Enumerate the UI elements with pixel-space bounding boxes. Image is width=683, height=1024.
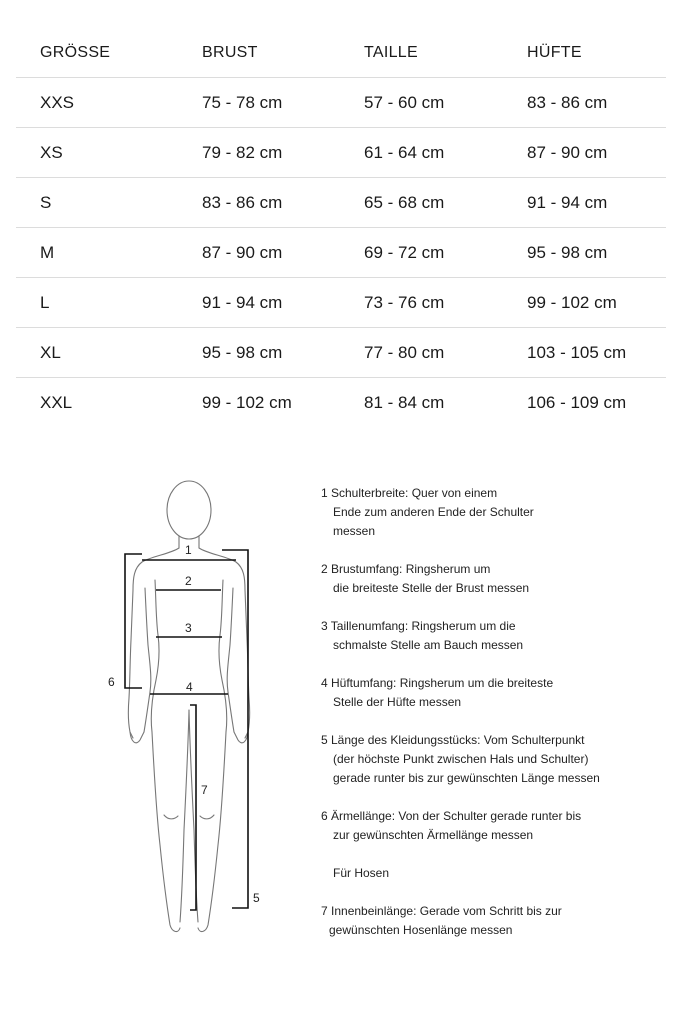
measurement-instructions	[321, 484, 661, 959]
instruction-line: Stelle der Hüfte messen	[333, 695, 462, 709]
instruction-sleeve	[321, 807, 661, 845]
table-row	[16, 78, 666, 128]
size-cell: M	[40, 242, 55, 262]
instruction-line: 7 Innenbeinlänge: Gerade vom Schritt bis zur	[321, 904, 562, 918]
label-7: 7	[201, 783, 208, 797]
chest-cell: 79 - 82 cm	[202, 142, 283, 162]
size-cell: S	[40, 192, 52, 212]
instruction-line: 5 Länge des Kleidungsstücks: Vom Schulterpunkt	[321, 733, 585, 747]
instruction-trousers-heading	[321, 864, 661, 883]
instruction-line: Ende zum anderen Ende der Schulter	[333, 505, 534, 519]
size-cell: L	[40, 292, 50, 312]
chest-cell: 91 - 94 cm	[202, 292, 283, 312]
hip-cell: 95 - 98 cm	[527, 242, 608, 262]
body-measurement-figure	[100, 470, 270, 945]
instruction-line: 2 Brustumfang: Ringsherum um	[321, 562, 491, 576]
waist-cell: 81 - 84 cm	[364, 392, 445, 412]
instruction-inseam	[321, 902, 661, 940]
size-cell: XS	[40, 142, 63, 162]
table-row	[16, 328, 666, 378]
chest-cell: 95 - 98 cm	[202, 342, 283, 362]
header-size: GRÖSSE	[40, 43, 111, 61]
table-row	[16, 178, 666, 228]
waist-cell: 69 - 72 cm	[364, 242, 445, 262]
instruction-line: (der höchste Punkt zwischen Hals und Schulter)	[333, 752, 589, 766]
hip-cell: 99 - 102 cm	[527, 292, 617, 312]
instruction-line: die breiteste Stelle der Brust messen	[333, 581, 530, 595]
chest-cell: 83 - 86 cm	[202, 192, 283, 212]
instruction-shoulder	[321, 484, 661, 541]
label-4: 4	[186, 680, 193, 694]
header-hip: HÜFTE	[527, 43, 582, 61]
waist-cell: 73 - 76 cm	[364, 292, 445, 312]
size-cell: XXS	[40, 92, 75, 112]
table-row	[16, 128, 666, 178]
instruction-length	[321, 731, 661, 788]
measurement-lines	[125, 550, 248, 910]
header-chest: BRUST	[202, 43, 258, 61]
hip-cell: 87 - 90 cm	[527, 142, 608, 162]
table-row	[16, 228, 666, 278]
hip-cell: 83 - 86 cm	[527, 92, 608, 112]
instruction-line: gewünschten Hosenlänge messen	[329, 923, 513, 937]
waist-cell: 61 - 64 cm	[364, 142, 445, 162]
measurement-labels	[108, 543, 260, 905]
chest-cell: 99 - 102 cm	[202, 392, 292, 412]
label-2: 2	[185, 574, 192, 588]
instruction-line: 1 Schulterbreite: Quer von einem	[321, 486, 498, 500]
label-3: 3	[185, 621, 192, 635]
instruction-line: 4 Hüftumfang: Ringsherum um die breiteste	[321, 676, 554, 690]
instruction-line: schmalste Stelle am Bauch messen	[333, 638, 524, 652]
instruction-line: 6 Ärmellänge: Von der Schulter gerade runter bis	[321, 809, 582, 823]
label-1: 1	[185, 543, 192, 557]
instruction-hip	[321, 674, 661, 712]
table-row	[16, 378, 666, 427]
header-waist: TAILLE	[364, 43, 418, 61]
instruction-waist	[321, 617, 661, 655]
waist-cell: 65 - 68 cm	[364, 192, 445, 212]
trousers-heading: Für Hosen	[333, 866, 390, 880]
label-5: 5	[253, 891, 260, 905]
instruction-chest	[321, 560, 661, 598]
waist-cell: 77 - 80 cm	[364, 342, 445, 362]
instruction-line: gerade runter bis zur gewünschten Länge messen	[333, 771, 600, 785]
chest-cell: 87 - 90 cm	[202, 242, 283, 262]
size-cell: XXL	[40, 392, 73, 412]
instruction-line: 3 Taillenumfang: Ringsherum um die	[321, 619, 516, 633]
size-table	[16, 28, 666, 427]
hip-cell: 91 - 94 cm	[527, 192, 608, 212]
body-silhouette-icon	[100, 470, 270, 945]
instruction-line: zur gewünschten Ärmellänge messen	[333, 828, 534, 842]
instruction-line: messen	[333, 524, 376, 538]
hip-cell: 103 - 105 cm	[527, 342, 627, 362]
size-cell: XL	[40, 342, 61, 362]
table-header-row	[16, 28, 666, 78]
waist-cell: 57 - 60 cm	[364, 92, 445, 112]
chest-cell: 75 - 78 cm	[202, 92, 283, 112]
table-row	[16, 278, 666, 328]
hip-cell: 106 - 109 cm	[527, 392, 627, 412]
label-6: 6	[108, 675, 115, 689]
